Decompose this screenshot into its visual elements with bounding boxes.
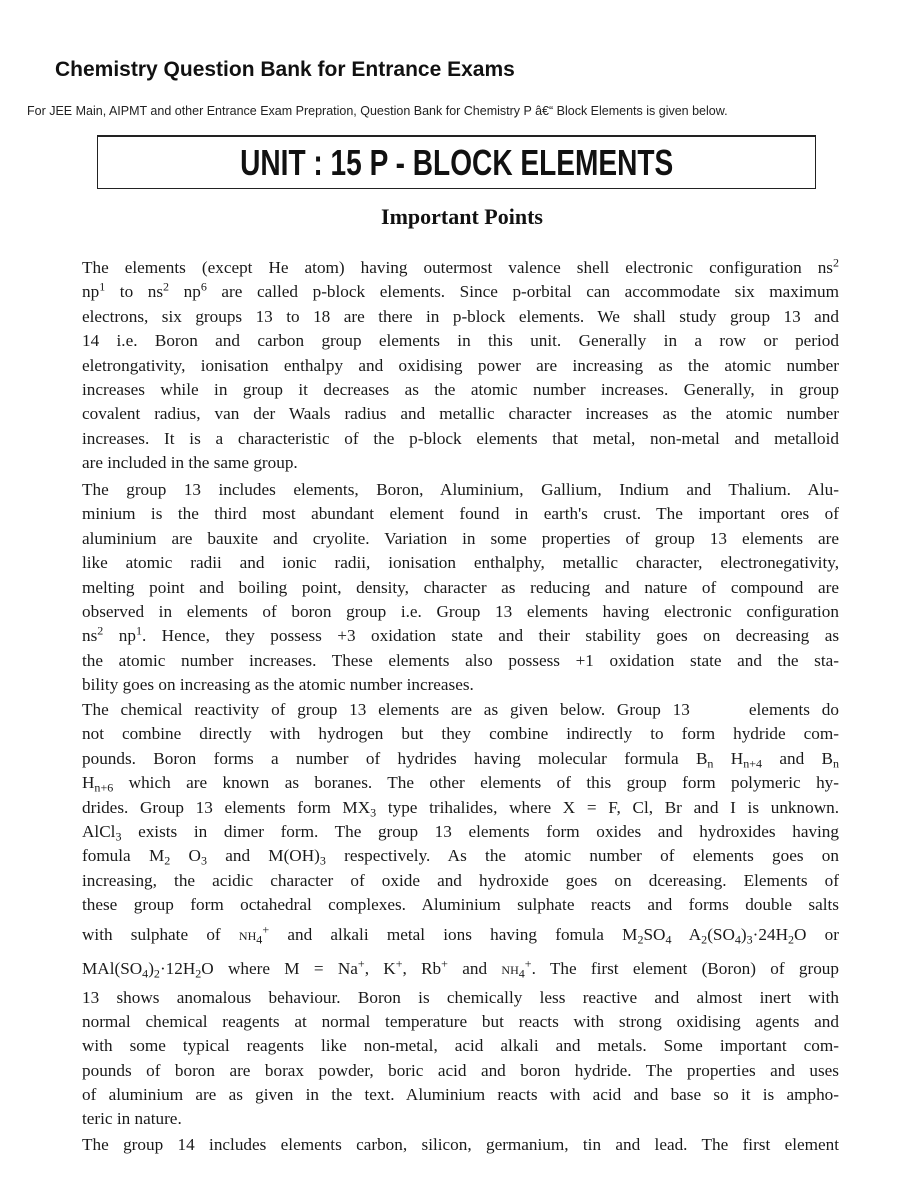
sup-text: 2	[163, 279, 170, 294]
text-line	[82, 796, 839, 820]
text-run: observed in elements of boron group i.e. Group 13 elements having electronic configuration	[82, 601, 839, 621]
text-run: , Rb	[402, 958, 442, 978]
unit-title-box	[97, 135, 816, 189]
text-run: The chemical reactivity of group 13 elements are as given below. Group 13 elements do	[82, 700, 839, 719]
text-run: pounds of boron are borax powder, boric acid and boron hydride. The properties and uses	[82, 1060, 839, 1080]
sub-text: 3	[319, 853, 326, 868]
text-run: eletrongativity, ionisation enthalpy and oxidising power are increasing as the atomic number	[82, 355, 839, 375]
page-subtitle: For JEE Main, AIPMT and other Entrance Exam Prepration, Question Bank for Chemistry P â€“ Block Elements is given below.	[27, 104, 728, 118]
sup-text: 1	[135, 623, 142, 638]
text-run: MAl(SO	[82, 958, 143, 978]
text-run: np	[82, 282, 100, 302]
text-run: electrons, six groups 13 to 18 are there in p-block elements. We shall study group 13 and	[82, 306, 839, 326]
text-run: np	[103, 626, 136, 646]
text-run: . Hence, they possess +3 oxidation state and their stability goes on decreasing as	[141, 626, 840, 646]
text-run: increases while in group it decreases as the atomic number increases. Generally, in group	[82, 379, 839, 399]
text-run: ·24H	[752, 924, 788, 944]
text-run: increases. It is a characteristic of the p-block elements that metal, non-metal and metalloid	[82, 428, 839, 448]
text-run: (SO	[707, 924, 735, 944]
text-run: like atomic radii and ionic radii, ionisation enthalphy, metallic character, electronegativity,	[82, 553, 839, 573]
text-run: are called p-block elements. Since p-orbital can accommodate six maximum	[206, 282, 840, 302]
sup-text: +	[395, 955, 403, 970]
sup-text: 2	[832, 255, 839, 270]
text-run: )	[148, 958, 154, 978]
text-run: and alkali metal ions having fomula M	[269, 924, 638, 944]
text-run: respectively. As the atomic number of elements goes on	[325, 846, 839, 866]
text-line	[82, 986, 839, 1010]
text-line	[82, 1034, 839, 1058]
paragraph-p-block-intro	[82, 256, 839, 476]
text-run: normal chemical reagents at normal temperature but reacts with strong oxidising agents and	[82, 1011, 839, 1031]
text-run: )	[740, 924, 747, 944]
text-run: and B	[762, 748, 833, 768]
text-run: SO	[643, 924, 666, 944]
sub-text: 2	[153, 966, 160, 981]
text-line	[82, 402, 839, 426]
sub-text: 2	[787, 932, 794, 947]
sub-text: 3	[115, 829, 122, 844]
text-line	[82, 698, 839, 722]
sup-text: +	[441, 955, 448, 970]
sub-text: 4	[665, 932, 672, 947]
text-run: O or	[794, 924, 839, 944]
text-line	[82, 354, 839, 378]
text-run: not combine directly with hydrogen but they combine indirectly to form hydride com-	[82, 724, 839, 744]
text-run: ·12H	[159, 958, 196, 978]
text-line	[82, 952, 839, 986]
text-line	[82, 427, 839, 451]
sub-text: n	[833, 756, 840, 771]
text-line	[82, 771, 839, 795]
paragraph-group-14	[82, 1133, 839, 1157]
text-run: increasing, the acidic character of oxide and hydroxide goes on dcereasing. Elements of	[82, 870, 839, 890]
sub-text: 4	[142, 966, 149, 981]
sub-text: 3	[746, 932, 753, 947]
text-run: melting point and boiling point, density, character as reducing and nature of compound are	[82, 577, 839, 597]
text-run: bility goes on increasing as the atomic number increases.	[82, 675, 474, 695]
text-line	[82, 280, 839, 304]
text-run: which are known as boranes. The other elements of this group form polymeric hy-	[113, 773, 839, 793]
text-run: and	[447, 958, 502, 978]
text-run: these group form octahedral complexes. Aluminium sulphate reacts and forms double salts	[82, 895, 839, 915]
text-run: exists in dimer form. The group 13 elements form oxides and hydroxides having	[121, 821, 839, 841]
text-line	[82, 820, 839, 844]
text-run: 13 shows anomalous behaviour. Boron is chemically less reactive and almost inert with	[82, 987, 839, 1007]
text-run: aluminium are bauxite and cryolite. Variation in some properties of group 13 elements are	[82, 528, 839, 548]
sub-text: 4	[518, 966, 525, 981]
sup-text: 6	[200, 279, 207, 294]
text-line	[82, 502, 839, 526]
sup-text: 1	[99, 279, 106, 294]
sub-text: n	[707, 756, 714, 771]
text-run: type trihalides, where X = F, Cl, Br and I is unknown.	[376, 797, 839, 817]
ion-text: NH	[501, 962, 519, 977]
text-line	[82, 329, 839, 353]
text-run: the atomic number increases. These elements also possess +1 oxidation state and the sta-	[82, 650, 839, 670]
text-run: The elements (except He atom) having outermost valence shell electronic configuration ns	[82, 258, 833, 277]
text-line	[82, 378, 839, 402]
text-line	[82, 1059, 839, 1083]
sub-text: 3	[370, 805, 377, 820]
sub-text: 2	[195, 966, 202, 981]
text-line	[82, 869, 839, 893]
text-run: The group 14 includes elements carbon, silicon, germanium, tin and lead. The first element	[82, 1135, 839, 1154]
text-run: . The first element (Boron) of group	[531, 958, 839, 978]
unit-title: UNIT : 15 P - BLOCK ELEMENTS	[239, 142, 674, 183]
text-line	[82, 1133, 839, 1157]
text-run: minium is the third most abundant element found in earth's crust. The important ores of	[82, 504, 839, 524]
text-line	[82, 305, 839, 329]
text-line	[82, 1107, 839, 1131]
text-run: fomula M	[82, 846, 165, 866]
text-line	[82, 576, 839, 600]
text-line	[82, 1083, 839, 1107]
text-run: O where M = Na	[201, 958, 358, 978]
text-run: A	[671, 924, 702, 944]
sup-text: 2	[97, 623, 104, 638]
sub-text: 4	[734, 932, 741, 947]
sup-text: +	[524, 955, 532, 970]
text-run: O	[170, 846, 201, 866]
sub-text: 2	[164, 853, 171, 868]
text-run: to ns	[105, 282, 164, 302]
text-run: H	[713, 748, 744, 768]
text-line	[82, 722, 839, 746]
text-run: ns	[82, 626, 98, 646]
text-run: AlCl	[82, 821, 116, 841]
text-line	[82, 893, 839, 917]
ion-text: NH	[238, 928, 257, 943]
sub-text: 3	[200, 853, 207, 868]
text-line	[82, 649, 839, 673]
text-run: are included in the same group.	[82, 453, 298, 473]
sub-text: 2	[637, 932, 644, 947]
paragraph-group-13	[82, 478, 839, 698]
text-run: drides. Group 13 elements form MX	[82, 797, 371, 817]
text-line	[82, 600, 839, 624]
text-run: of aluminium are as given in the text. Aluminium reacts with acid and base so it is ampho-	[82, 1085, 839, 1105]
sub-text: 2	[701, 932, 708, 947]
text-run: covalent radius, van der Waals radius and metallic character increases as the atomic number	[82, 404, 839, 424]
text-line	[82, 844, 839, 868]
text-line	[82, 256, 839, 280]
sub-text: 4	[256, 932, 263, 947]
text-run: with some typical reagents like non-metal, acid alkali and metals. Some important com-	[82, 1036, 839, 1056]
page-title: Chemistry Question Bank for Entrance Exams	[55, 58, 515, 81]
text-line	[82, 673, 839, 697]
paragraph-group-13-reactivity	[82, 698, 839, 1132]
text-line	[82, 1010, 839, 1034]
sub-text: n+6	[94, 780, 114, 795]
text-run: and M(OH)	[206, 846, 320, 866]
section-title: Important Points	[381, 204, 543, 229]
text-line	[82, 551, 839, 575]
text-run: np	[169, 282, 201, 302]
text-run: The group 13 includes elements, Boron, Aluminium, Gallium, Indium and Thalium. Alu-	[82, 480, 839, 499]
sup-text: +	[262, 921, 270, 936]
text-line	[82, 747, 839, 771]
text-line	[82, 624, 839, 648]
text-run: 14 i.e. Boron and carbon group elements in this unit. Generally in a row or period	[82, 331, 839, 351]
text-line	[82, 451, 839, 475]
text-run: teric in nature.	[82, 1109, 182, 1129]
text-run: H	[82, 773, 95, 793]
sub-text: n+4	[743, 756, 763, 771]
text-line	[82, 478, 839, 502]
sup-text: +	[357, 955, 365, 970]
text-run: pounds. Boron forms a number of hydrides having molecular formula B	[82, 748, 708, 768]
text-line	[82, 527, 839, 551]
text-line	[82, 918, 839, 952]
text-run: with sulphate of	[82, 924, 239, 944]
text-run: , K	[364, 958, 396, 978]
